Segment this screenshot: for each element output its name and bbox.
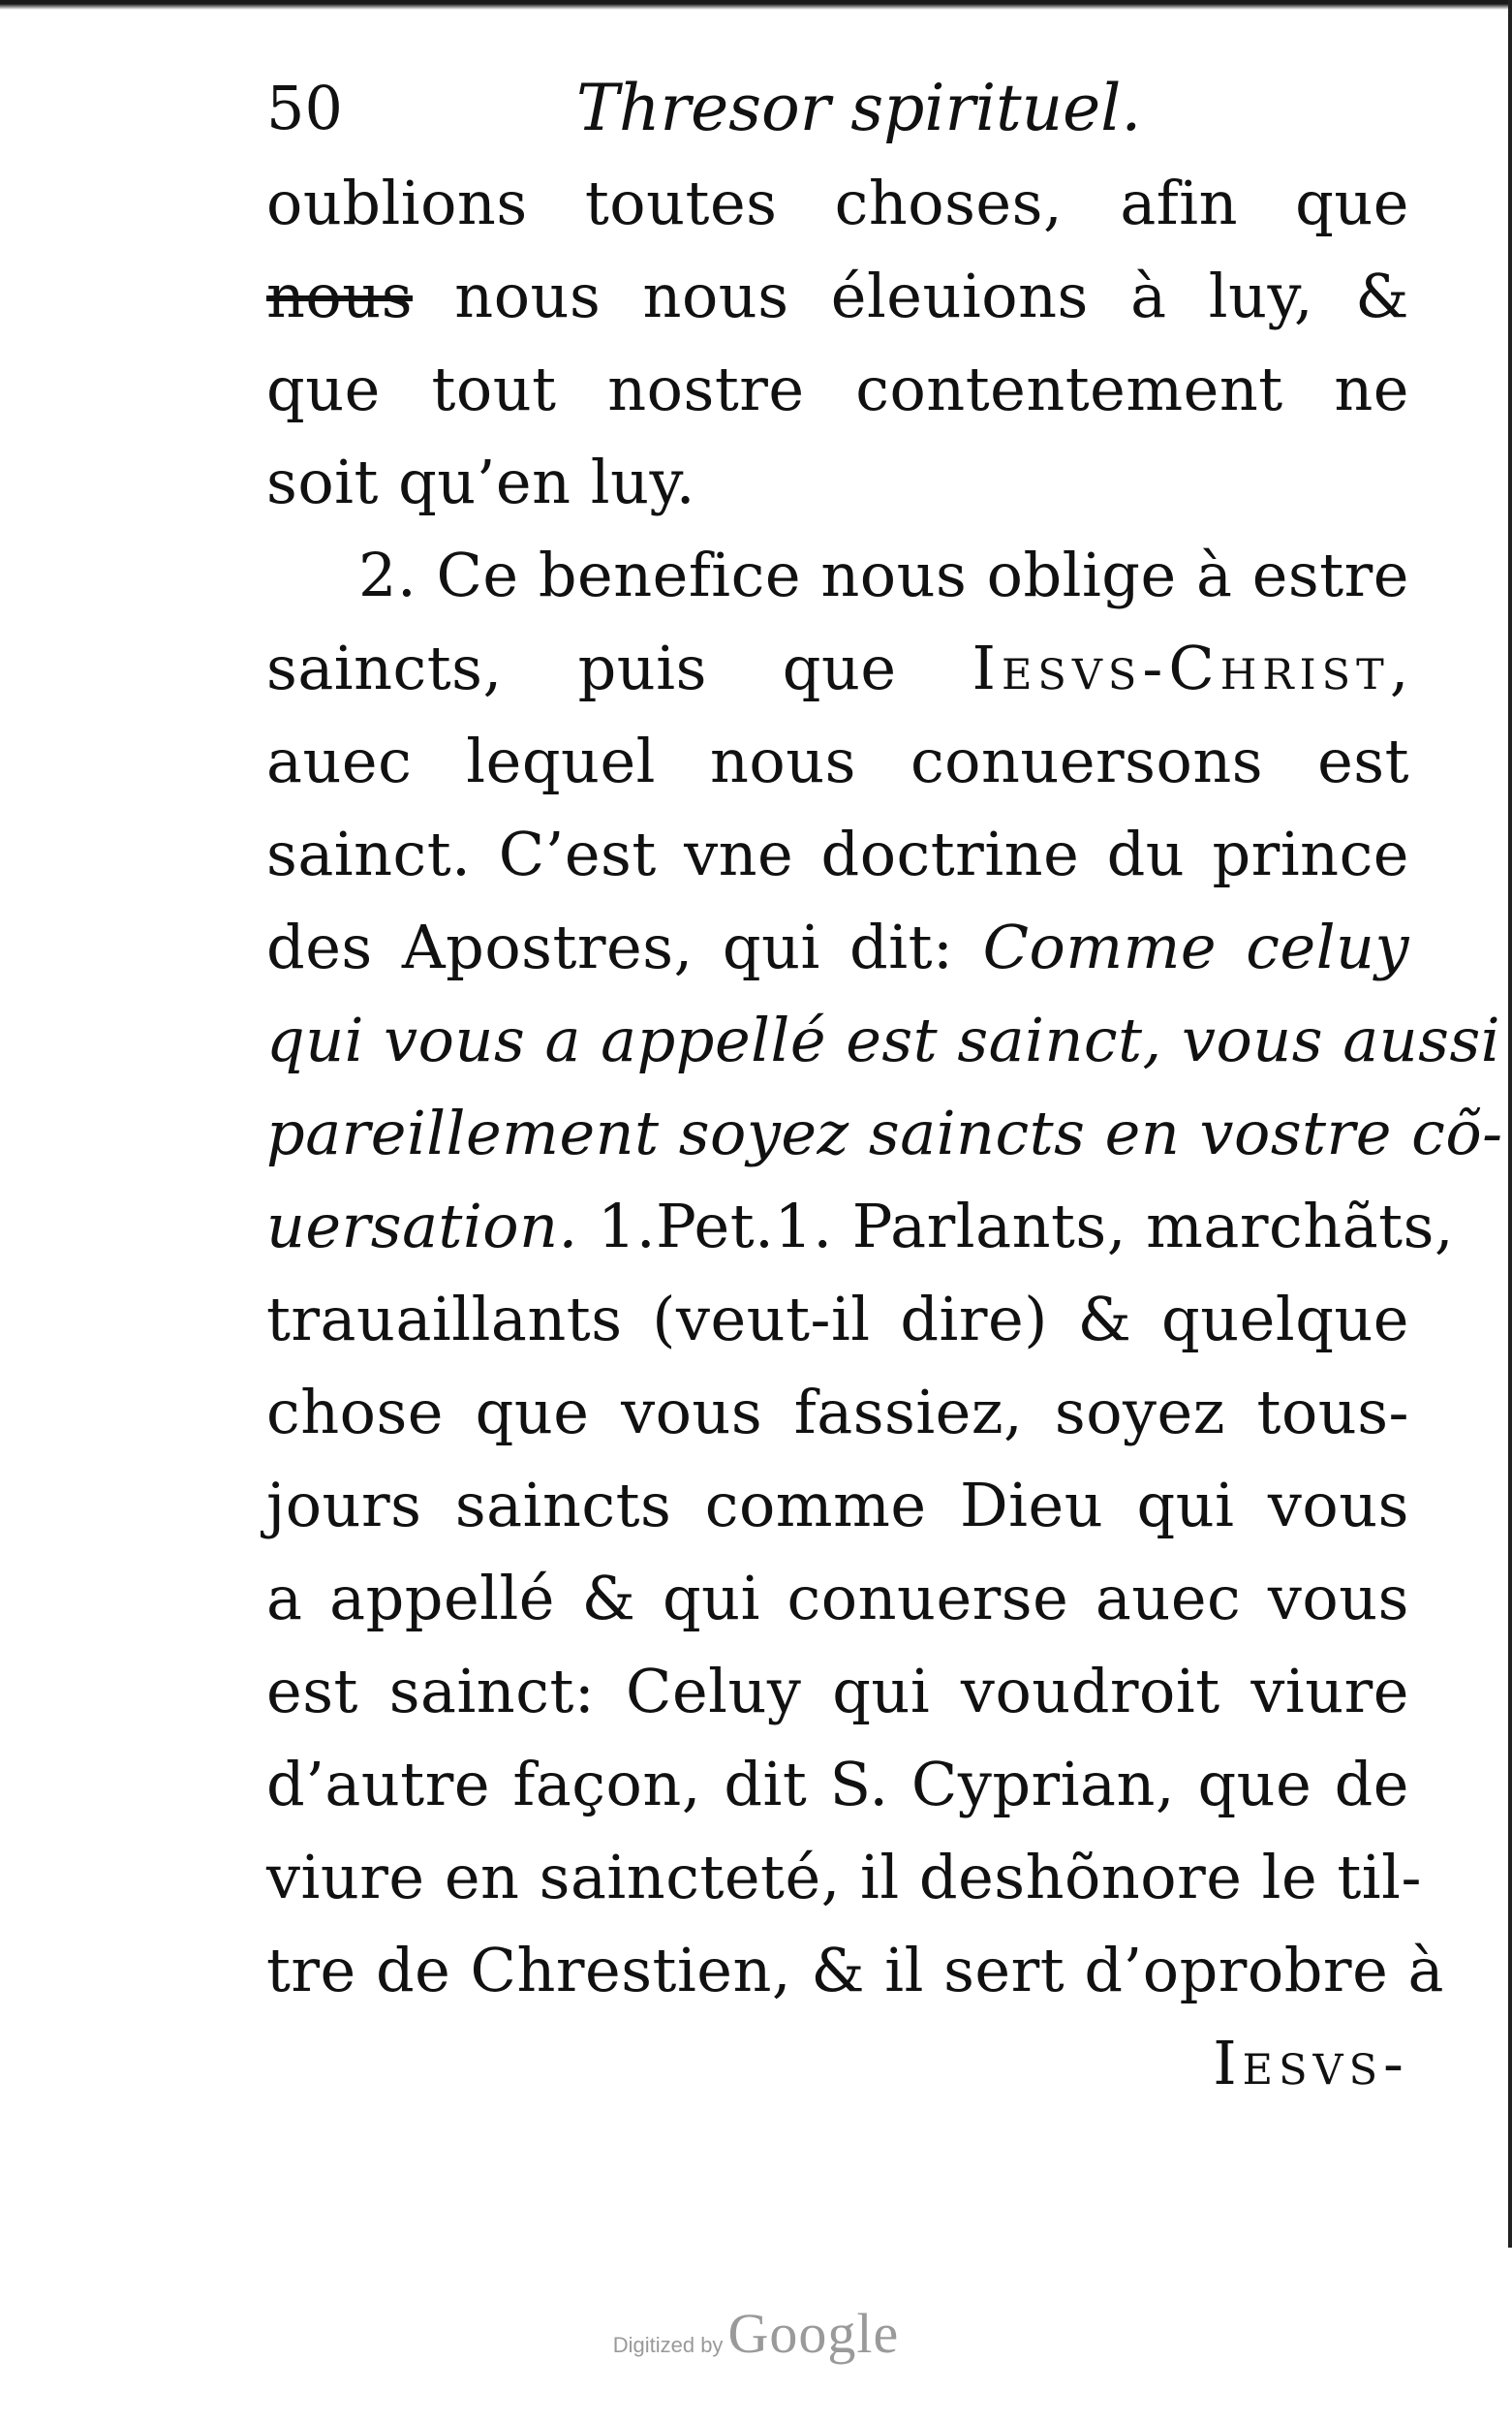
text-line: saincts, puis que Iesvs-Christ, (266, 633, 1409, 703)
text-line: auec lequel nous conuersons est (266, 726, 1409, 796)
watermark-prefix: Digitized by (612, 2333, 724, 2357)
text-line: viure en saincteté, il deshõnore le til- (266, 1842, 1422, 1912)
top-scan-edge (0, 0, 1512, 10)
right-scan-edge (1508, 0, 1512, 2248)
text-line: tre de Chrestien, & il sert d’oprobre à (266, 1935, 1444, 2005)
italic-quote: Comme celuy (982, 912, 1409, 982)
text-line: chose que vous fassiez, soyez tous- (266, 1377, 1409, 1447)
struck-word: nous (266, 261, 414, 331)
text-line: uersation. 1.Pet.1. Parlants, marchãts, (266, 1191, 1455, 1261)
watermark-brand: Google (727, 2302, 900, 2365)
text-line: d’autre façon, dit S. Cyprian, que de (266, 1749, 1409, 1819)
paragraph-start-line: 2. Ce benefice nous oblige à estre (358, 540, 1409, 610)
text-line (266, 1087, 1503, 1180)
digitization-watermark (0, 2301, 1512, 2366)
body-text (266, 157, 1503, 2110)
italic-quote: qui vous a appellé est sainct, vous aussi (266, 1005, 1501, 1075)
text-line: a appellé & qui conuerse auec vous (266, 1563, 1409, 1633)
text-line: trauaillants (veut-il dire) & quelque (266, 1284, 1409, 1354)
text-line: des Apostres, qui dit: Comme celuy (266, 912, 1409, 982)
catchword: Iesvs- (1213, 2028, 1409, 2098)
page-number: 50 (266, 73, 343, 143)
text-line: sainct. C’est vne doctrine du prince (266, 819, 1409, 889)
text-line: jours saincts comme Dieu qui vous (266, 1470, 1409, 1540)
page-header (266, 60, 1409, 157)
text-line (266, 994, 1501, 1087)
text-line: est sainct: Celuy qui voudroit viure (266, 1656, 1409, 1726)
text-line: que tout nostre contentement ne (266, 354, 1409, 424)
running-head: Thresor spirituel. (576, 71, 1142, 145)
small-caps-name: Iesvs-Christ (972, 633, 1390, 703)
text-line: soit qu’en luy. (266, 447, 696, 517)
italic-quote: pareillement soyez saincts en vostre cõ- (266, 1098, 1503, 1168)
italic-quote: uersation. (266, 1191, 578, 1261)
text-line: nous nous nous éleuions à luy, & (266, 261, 1409, 331)
text-line: oublions toutes choses, afin que (266, 168, 1409, 238)
